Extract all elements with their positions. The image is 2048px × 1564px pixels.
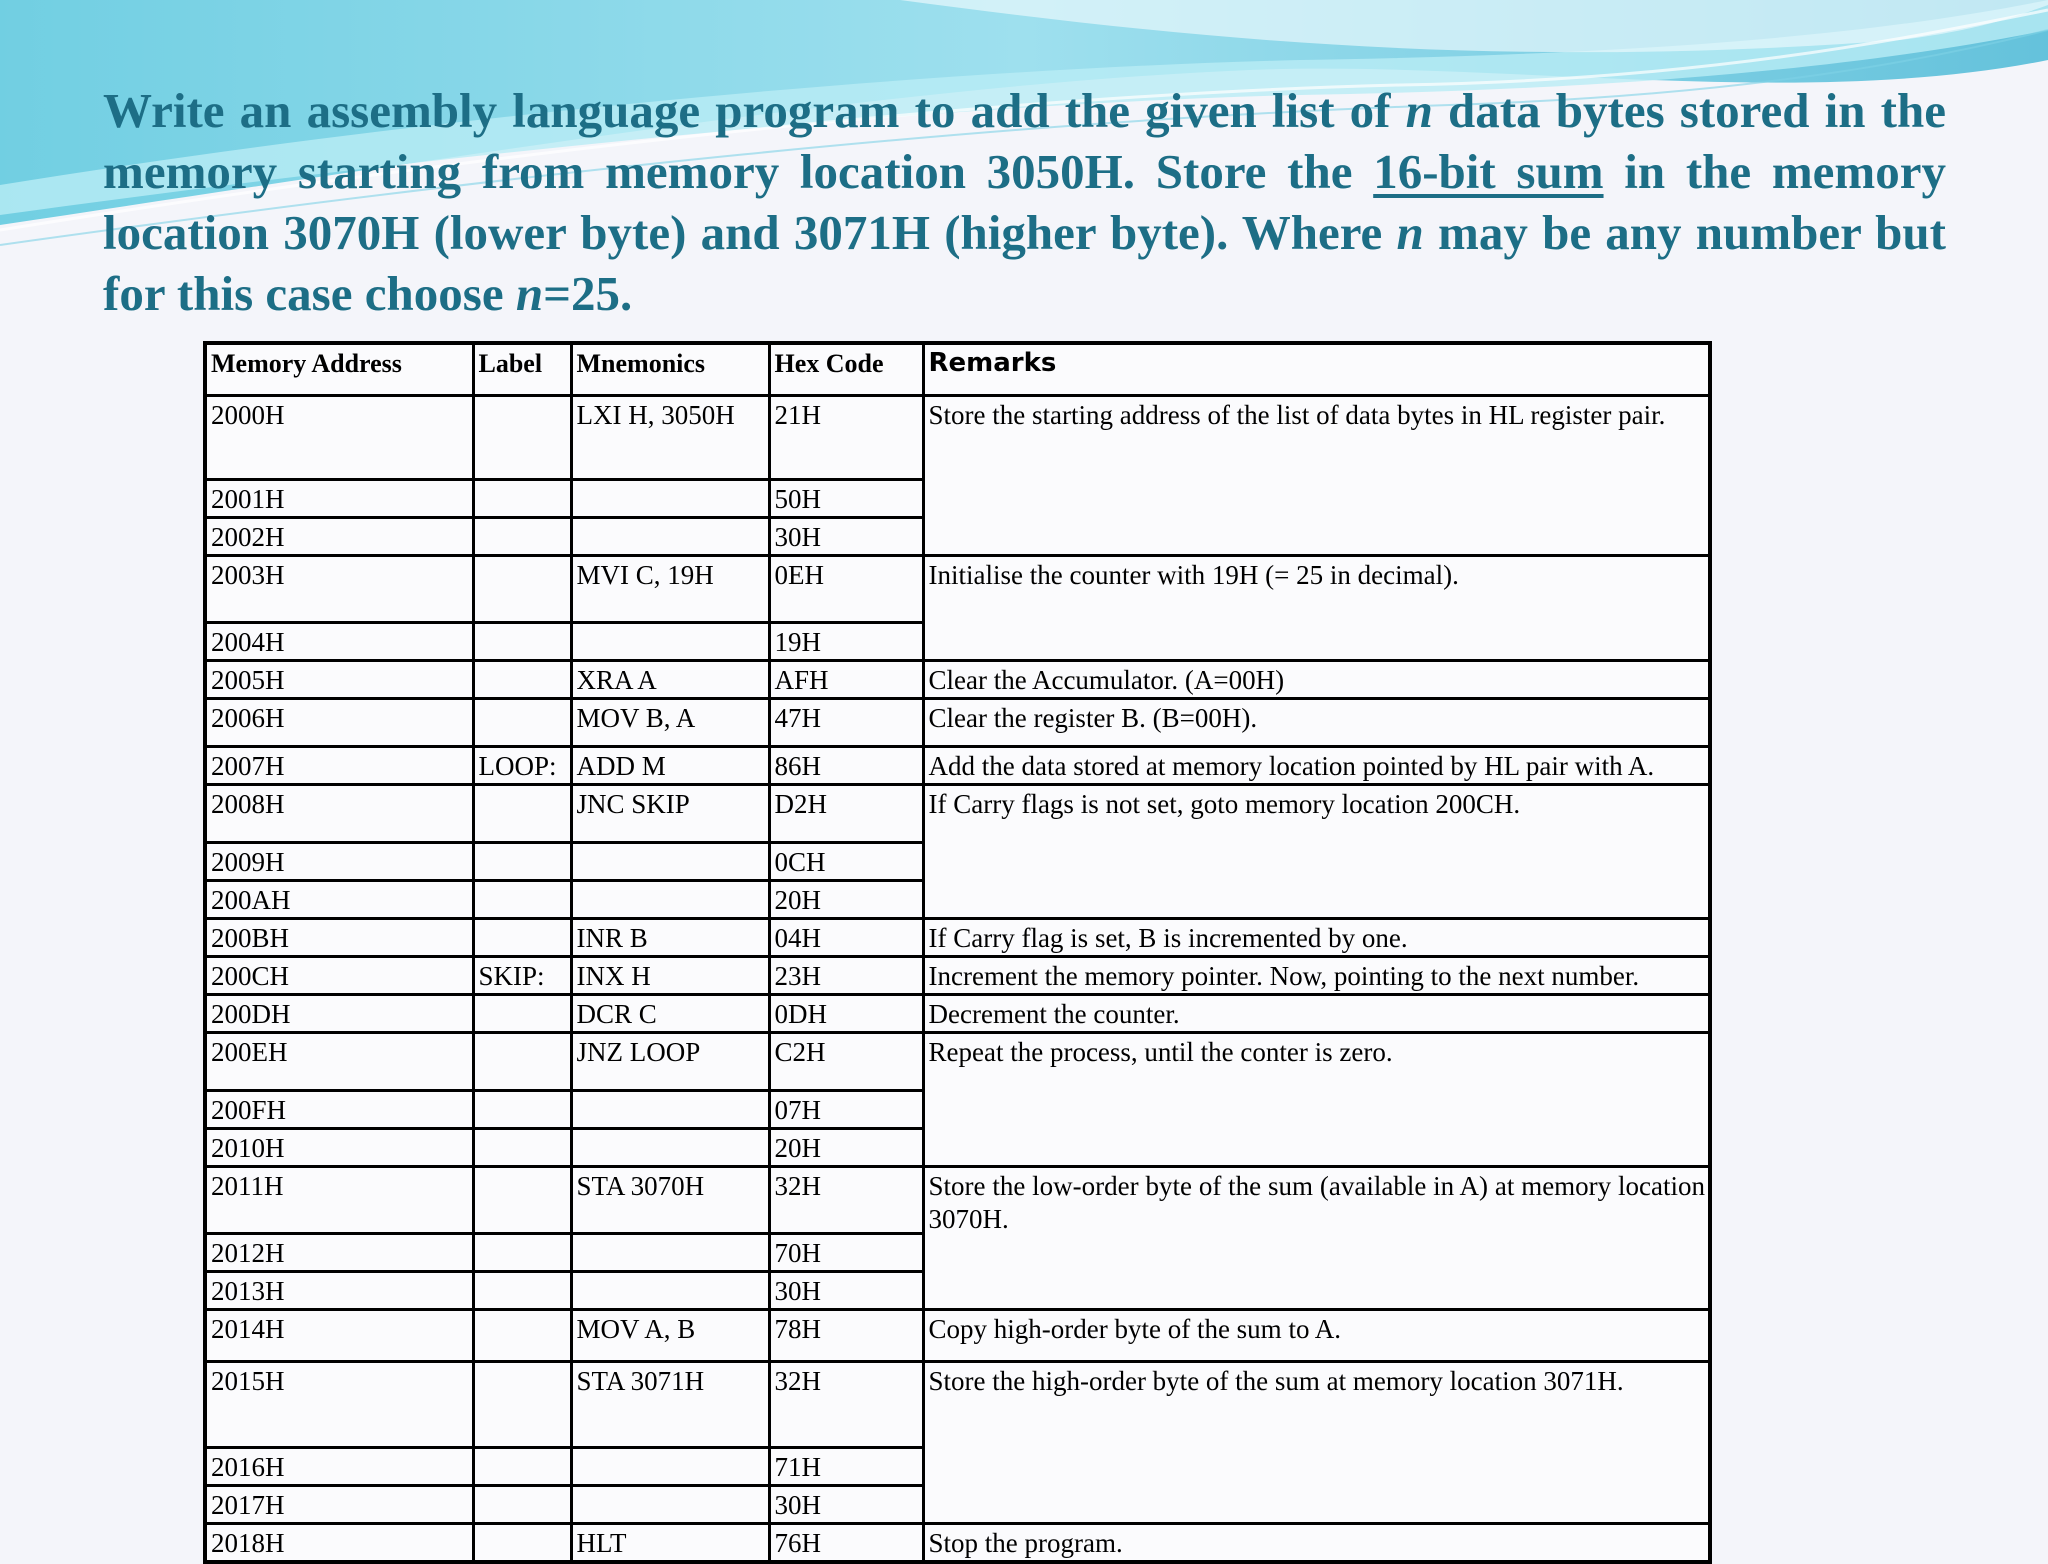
cell-memory-address: 200EH bbox=[205, 1032, 473, 1090]
cell-mnemonic bbox=[571, 1485, 769, 1523]
cell-label bbox=[473, 1032, 571, 1090]
cell-mnemonic bbox=[571, 517, 769, 555]
cell-hex-code: D2H bbox=[769, 784, 923, 842]
table-row bbox=[205, 555, 1710, 622]
cell-remarks: If Carry flag is set, B is incremented by one. bbox=[923, 918, 1710, 956]
cell-memory-address: 200CH bbox=[205, 956, 473, 994]
header-mnemonics: Mnemonics bbox=[571, 343, 769, 395]
cell-mnemonic bbox=[571, 1233, 769, 1271]
cell-hex-code: 0DH bbox=[769, 994, 923, 1032]
cell-hex-code: 21H bbox=[769, 395, 923, 479]
variable-n: n bbox=[1396, 205, 1424, 260]
cell-label bbox=[473, 1447, 571, 1485]
cell-memory-address: 2007H bbox=[205, 746, 473, 784]
cell-mnemonic: XRA A bbox=[571, 660, 769, 698]
cell-memory-address: 2001H bbox=[205, 479, 473, 517]
cell-mnemonic: MOV B, A bbox=[571, 698, 769, 746]
cell-hex-code: 19H bbox=[769, 622, 923, 660]
table-row bbox=[205, 1309, 1710, 1361]
cell-label bbox=[473, 994, 571, 1032]
cell-memory-address: 2008H bbox=[205, 784, 473, 842]
cell-mnemonic: INR B bbox=[571, 918, 769, 956]
cell-mnemonic: INX H bbox=[571, 956, 769, 994]
table-row bbox=[205, 1166, 1710, 1233]
cell-remarks: Initialise the counter with 19H (= 25 in decimal). bbox=[923, 555, 1710, 660]
cell-remarks: Add the data stored at memory location pointed by HL pair with A. bbox=[923, 746, 1710, 784]
table-row bbox=[205, 1032, 1710, 1090]
program-table bbox=[203, 341, 1712, 1564]
table-row bbox=[205, 660, 1710, 698]
cell-label bbox=[473, 1090, 571, 1128]
table-row bbox=[205, 918, 1710, 956]
problem-statement: Write an assembly language program to add the given list of n data bytes stored in the memory starting from memory location 3050H. Store the 16-bit sum in the memory location 3070H (lower byte) and 3071H (higher byte). Where n may be any number but for this case choose n=25. bbox=[103, 83, 1946, 321]
cell-label bbox=[473, 660, 571, 698]
cell-mnemonic: MVI C, 19H bbox=[571, 555, 769, 622]
cell-hex-code: AFH bbox=[769, 660, 923, 698]
cell-label bbox=[473, 918, 571, 956]
cell-label bbox=[473, 1128, 571, 1166]
cell-remarks: Repeat the process, until the conter is zero. bbox=[923, 1032, 1710, 1166]
cell-memory-address: 2014H bbox=[205, 1309, 473, 1361]
sum-underlined: 16-bit sum bbox=[1373, 144, 1604, 199]
cell-mnemonic: HLT bbox=[571, 1523, 769, 1562]
cell-mnemonic bbox=[571, 1090, 769, 1128]
cell-hex-code: 0CH bbox=[769, 842, 923, 880]
cell-hex-code: 70H bbox=[769, 1233, 923, 1271]
cell-remarks: Clear the register B. (B=00H). bbox=[923, 698, 1710, 746]
cell-memory-address: 2017H bbox=[205, 1485, 473, 1523]
cell-label bbox=[473, 1166, 571, 1233]
cell-memory-address: 2003H bbox=[205, 555, 473, 622]
cell-mnemonic: STA 3070H bbox=[571, 1166, 769, 1233]
variable-n: n bbox=[1405, 83, 1433, 138]
cell-label bbox=[473, 1271, 571, 1309]
cell-memory-address: 2013H bbox=[205, 1271, 473, 1309]
cell-hex-code: C2H bbox=[769, 1032, 923, 1090]
cell-label bbox=[473, 479, 571, 517]
cell-hex-code: 32H bbox=[769, 1166, 923, 1233]
table-row bbox=[205, 1523, 1710, 1562]
table-row bbox=[205, 746, 1710, 784]
cell-memory-address: 2011H bbox=[205, 1166, 473, 1233]
header-memory-address: Memory Address bbox=[205, 343, 473, 395]
cell-memory-address: 2005H bbox=[205, 660, 473, 698]
cell-label bbox=[473, 1309, 571, 1361]
cell-memory-address: 2010H bbox=[205, 1128, 473, 1166]
cell-hex-code: 30H bbox=[769, 517, 923, 555]
cell-remarks: Store the high-order byte of the sum at memory location 3071H. bbox=[923, 1361, 1710, 1523]
cell-hex-code: 47H bbox=[769, 698, 923, 746]
cell-label bbox=[473, 698, 571, 746]
cell-memory-address: 2018H bbox=[205, 1523, 473, 1562]
cell-memory-address: 2006H bbox=[205, 698, 473, 746]
cell-memory-address: 2000H bbox=[205, 395, 473, 479]
cell-hex-code: 86H bbox=[769, 746, 923, 784]
cell-label bbox=[473, 395, 571, 479]
cell-mnemonic: STA 3071H bbox=[571, 1361, 769, 1447]
cell-mnemonic: DCR C bbox=[571, 994, 769, 1032]
cell-label bbox=[473, 1361, 571, 1447]
header-label: Label bbox=[473, 343, 571, 395]
cell-hex-code: 71H bbox=[769, 1447, 923, 1485]
cell-hex-code: 07H bbox=[769, 1090, 923, 1128]
cell-hex-code: 76H bbox=[769, 1523, 923, 1562]
cell-mnemonic bbox=[571, 1271, 769, 1309]
cell-memory-address: 2004H bbox=[205, 622, 473, 660]
cell-label bbox=[473, 1485, 571, 1523]
cell-mnemonic: MOV A, B bbox=[571, 1309, 769, 1361]
cell-remarks: Stop the program. bbox=[923, 1523, 1710, 1562]
cell-memory-address: 200DH bbox=[205, 994, 473, 1032]
cell-mnemonic: JNC SKIP bbox=[571, 784, 769, 842]
cell-label bbox=[473, 784, 571, 842]
cell-remarks: Clear the Accumulator. (A=00H) bbox=[923, 660, 1710, 698]
header-remarks: Remarks bbox=[923, 343, 1710, 395]
cell-label bbox=[473, 517, 571, 555]
cell-hex-code: 30H bbox=[769, 1485, 923, 1523]
cell-memory-address: 2015H bbox=[205, 1361, 473, 1447]
cell-label bbox=[473, 1233, 571, 1271]
cell-label: LOOP: bbox=[473, 746, 571, 784]
cell-label bbox=[473, 622, 571, 660]
cell-mnemonic bbox=[571, 1447, 769, 1485]
cell-mnemonic bbox=[571, 1128, 769, 1166]
cell-hex-code: 20H bbox=[769, 1128, 923, 1166]
cell-hex-code: 20H bbox=[769, 880, 923, 918]
cell-remarks: Store the low-order byte of the sum (available in A) at memory location 3070H. bbox=[923, 1166, 1710, 1309]
cell-memory-address: 200BH bbox=[205, 918, 473, 956]
cell-hex-code: 23H bbox=[769, 956, 923, 994]
header-hex-code: Hex Code bbox=[769, 343, 923, 395]
table-row bbox=[205, 956, 1710, 994]
cell-label bbox=[473, 880, 571, 918]
cell-memory-address: 200AH bbox=[205, 880, 473, 918]
cell-label bbox=[473, 1523, 571, 1562]
cell-mnemonic bbox=[571, 880, 769, 918]
variable-n: n bbox=[515, 266, 544, 321]
cell-memory-address: 2009H bbox=[205, 842, 473, 880]
cell-hex-code: 30H bbox=[769, 1271, 923, 1309]
table-row bbox=[205, 994, 1710, 1032]
cell-hex-code: 04H bbox=[769, 918, 923, 956]
cell-mnemonic: LXI H, 3050H bbox=[571, 395, 769, 479]
cell-memory-address: 2012H bbox=[205, 1233, 473, 1271]
cell-remarks: Copy high-order byte of the sum to A. bbox=[923, 1309, 1710, 1361]
cell-remarks: Decrement the counter. bbox=[923, 994, 1710, 1032]
cell-remarks: Increment the memory pointer. Now, pointing to the next number. bbox=[923, 956, 1710, 994]
cell-memory-address: 2016H bbox=[205, 1447, 473, 1485]
table-row bbox=[205, 784, 1710, 842]
cell-memory-address: 200FH bbox=[205, 1090, 473, 1128]
cell-hex-code: 78H bbox=[769, 1309, 923, 1361]
cell-mnemonic bbox=[571, 479, 769, 517]
table-row bbox=[205, 395, 1710, 479]
cell-hex-code: 32H bbox=[769, 1361, 923, 1447]
table-row bbox=[205, 698, 1710, 746]
table-header-row bbox=[205, 343, 1710, 395]
cell-mnemonic: JNZ LOOP bbox=[571, 1032, 769, 1090]
cell-label: SKIP: bbox=[473, 956, 571, 994]
cell-mnemonic bbox=[571, 842, 769, 880]
cell-hex-code: 50H bbox=[769, 479, 923, 517]
cell-mnemonic bbox=[571, 622, 769, 660]
cell-mnemonic: ADD M bbox=[571, 746, 769, 784]
cell-hex-code: 0EH bbox=[769, 555, 923, 622]
cell-label bbox=[473, 842, 571, 880]
cell-label bbox=[473, 555, 571, 622]
cell-remarks: If Carry flags is not set, goto memory location 200CH. bbox=[923, 784, 1710, 918]
cell-memory-address: 2002H bbox=[205, 517, 473, 555]
cell-remarks: Store the starting address of the list of data bytes in HL register pair. bbox=[923, 395, 1710, 555]
table-row bbox=[205, 1361, 1710, 1447]
